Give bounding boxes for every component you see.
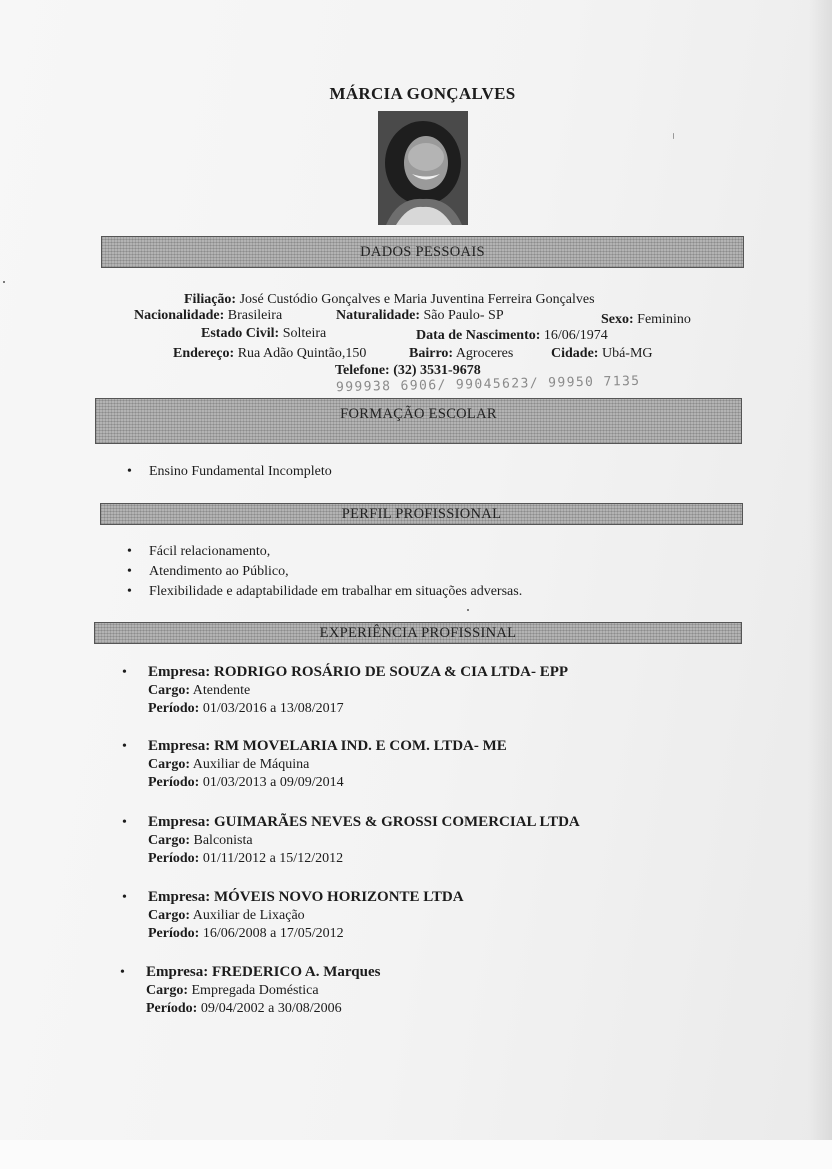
nacionalidade-value: Brasileira: [227, 308, 283, 323]
endereco-value: Rua Adão Quintão,150: [237, 346, 367, 361]
job-company: Empresa: RODRIGO ROSÁRIO DE SOUZA & CIA LTDA- EPP: [148, 664, 569, 680]
job-periodo: Período: 16/06/2008 a 17/05/2012: [148, 926, 344, 941]
job-periodo: Período: 01/03/2016 a 13/08/2017: [148, 701, 344, 716]
bairro-label: Bairro:: [409, 346, 454, 361]
nascimento-label: Data de Nascimento:: [416, 328, 541, 343]
estado-civil-value: Solteira: [282, 326, 327, 341]
handwritten-phones: 999938 6906/ 99045623/ 99950 7135: [335, 373, 641, 396]
job-cargo: Cargo: Empregada Doméstica: [146, 983, 319, 998]
job-cargo: Cargo: Atendente: [148, 683, 251, 698]
section-header-profile: PERFIL PROFISSIONAL: [100, 503, 743, 525]
filiacao-line: [184, 292, 595, 308]
job-cargo: Cargo: Auxiliar de Lixação: [148, 908, 305, 923]
filiacao-label: Filiação:: [184, 292, 237, 307]
job-periodo: Período: 09/04/2002 a 30/08/2006: [146, 1001, 342, 1016]
scan-speck: [3, 281, 5, 283]
nascimento-field: [416, 328, 608, 344]
scan-speck: [673, 133, 674, 139]
bairro-field: [409, 346, 513, 362]
naturalidade-value: São Paulo- SP: [423, 308, 504, 323]
estado-civil-label: Estado Civil:: [201, 326, 280, 341]
telefone-label: Telefone:: [335, 363, 390, 378]
bullet: •: [120, 965, 125, 980]
bullet: •: [122, 890, 127, 905]
job-cargo: Cargo: Balconista: [148, 833, 253, 848]
job-company: Empresa: RM MOVELARIA IND. E COM. LTDA- ME: [148, 738, 507, 754]
job-company: Empresa: FREDERICO A. Marques: [146, 964, 381, 980]
section-header-experience: EXPERIÊNCIA PROFISSINAL: [94, 622, 742, 644]
job-periodo: Período: 01/11/2012 a 15/12/2012: [148, 851, 344, 866]
bullet: •: [122, 739, 127, 754]
list-item: • Flexibilidade e adaptabilidade em trabalhar em situações adversas.: [127, 582, 522, 602]
cidade-value: Ubá-MG: [601, 346, 653, 361]
job-company: Empresa: GUIMARÃES NEVES & GROSSI COMERCIAL LTDA: [148, 814, 580, 830]
endereco-label: Endereço:: [173, 346, 235, 361]
estado-civil-field: [201, 326, 326, 342]
endereco-field: [173, 346, 366, 362]
page-shadow: [808, 0, 832, 1169]
job-company: Empresa: MÓVEIS NOVO HORIZONTE LTDA: [148, 889, 464, 905]
cidade-label: Cidade:: [551, 346, 599, 361]
nacionalidade-label: Nacionalidade:: [134, 308, 225, 323]
naturalidade-label: Naturalidade:: [336, 308, 420, 323]
job-periodo: Período: 01/03/2013 a 09/09/2014: [148, 775, 344, 790]
filiacao-value: José Custódio Gonçalves e Maria Juventina Ferreira Gonçalves: [239, 292, 595, 307]
section-header-personal: DADOS PESSOAIS: [101, 236, 744, 268]
sexo-field: [601, 312, 691, 328]
scan-speck: [467, 609, 469, 611]
sexo-label: Sexo:: [601, 312, 634, 327]
list-item: • Atendimento ao Público,: [127, 562, 522, 582]
section-header-education: FORMAÇÃO ESCOLAR: [95, 398, 742, 444]
bullet: •: [122, 665, 127, 680]
nascimento-value: 16/06/1974: [543, 328, 608, 343]
telefone-value: (32) 3531-9678: [393, 363, 481, 378]
candidate-name: MÁRCIA GONÇALVES: [329, 84, 516, 103]
bullet: •: [122, 815, 127, 830]
list-item: • Fácil relacionamento,: [127, 542, 522, 562]
nacionalidade-field: [134, 308, 282, 324]
candidate-photo: [378, 111, 468, 225]
education-list: [127, 462, 332, 482]
list-item: • Ensino Fundamental Incompleto: [127, 462, 332, 482]
profile-list: [127, 542, 522, 602]
job-cargo: Cargo: Auxiliar de Máquina: [148, 757, 310, 772]
cidade-field: [551, 346, 653, 362]
scan-edge: [0, 1140, 832, 1169]
sexo-value: Feminino: [637, 312, 691, 327]
bairro-value: Agroceres: [455, 346, 514, 361]
naturalidade-field: [336, 308, 504, 324]
